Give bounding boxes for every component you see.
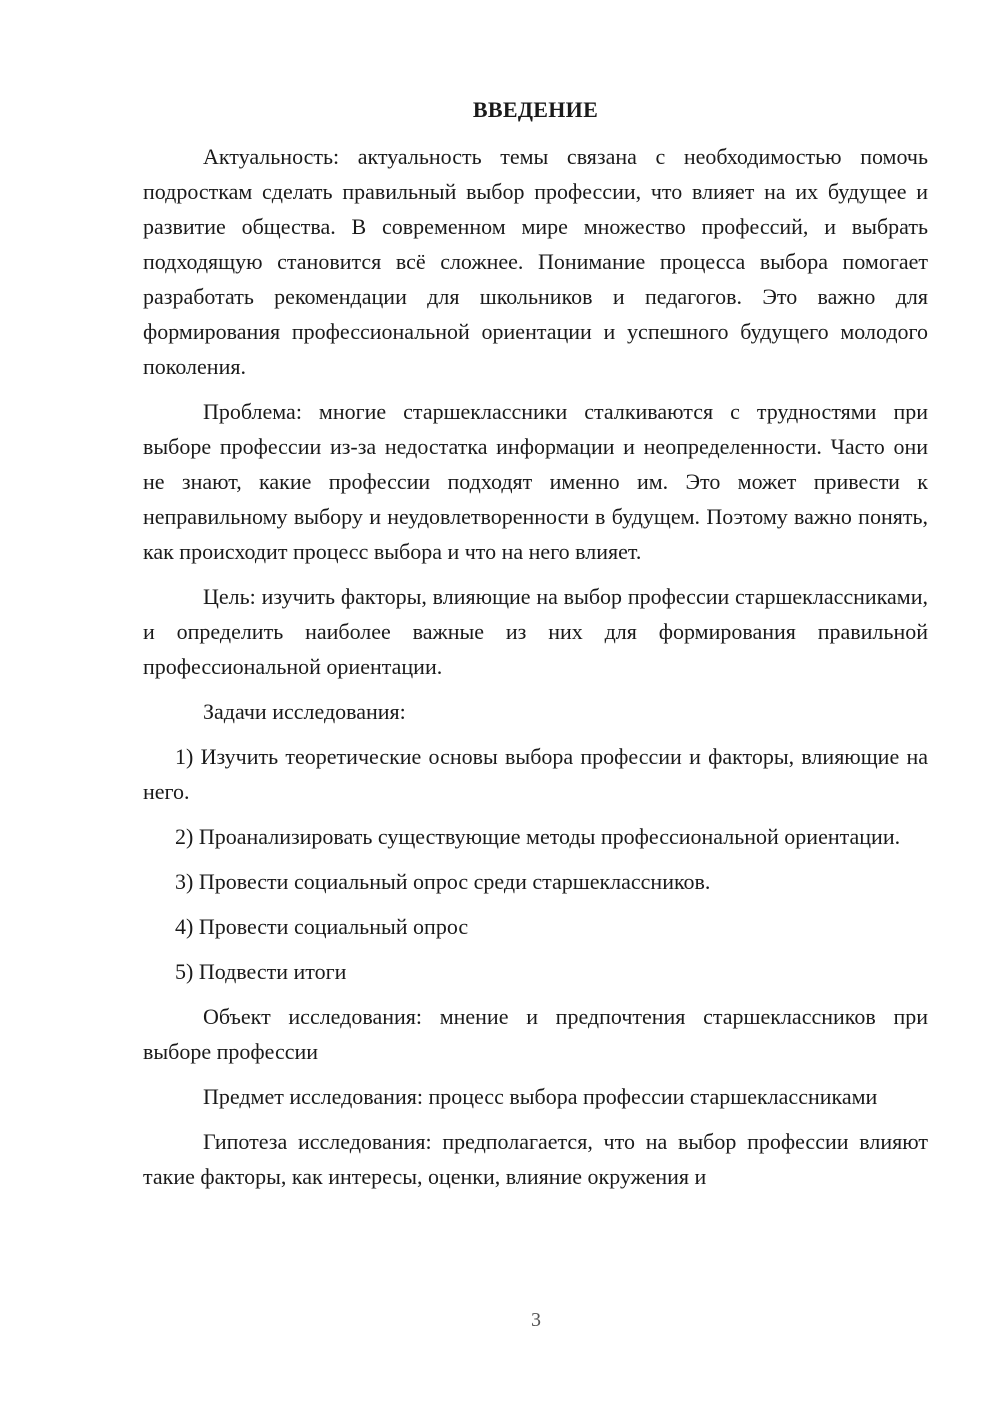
task-item-4: 4) Провести социальный опрос — [175, 914, 469, 939]
subject-paragraph: Предмет исследования: процесс выбора профессии старшеклассниками — [203, 1084, 878, 1109]
problem-paragraph: Проблема: многие старшеклассники сталкиваются с трудностями при выборе профессии из-за недостатка информации и неопределенности. Часто они не знают, какие профессии подходят именно им. Это может привести к неправильному выбору и неудовлетворенности в будущем. Поэтому важно понять, как происходит процесс выбора и что на него влияет. — [143, 399, 928, 564]
tasks-title: Задачи исследования: — [203, 699, 406, 724]
task-item-5: 5) Подвести итоги — [175, 959, 347, 984]
task-item-2: 2) Проанализировать существующие методы профессиональной ориентации. — [175, 824, 901, 849]
document-body — [143, 92, 928, 1204]
relevance-paragraph: Актуальность: актуальность темы связана с необходимостью помочь подросткам сделать правильный выбор профессии, что влияет на их будущее и развитие общества. В современном мире множество профессий, и выбрать подходящую становится всё сложнее. Понимание процесса выбора помогает разработать рекомендации для школьников и педагогов. Это важно для формирования профессиональной ориентации и успешного будущего молодого поколения. — [143, 144, 928, 379]
page-number: 3 — [531, 1309, 541, 1331]
hypothesis-paragraph: Гипотеза исследования: предполагается, что на выбор профессии влияют такие факторы, как интересы, оценки, влияние окружения и — [143, 1129, 928, 1189]
section-heading: ВВЕДЕНИЕ — [472, 97, 599, 122]
task-item-3: 3) Провести социальный опрос среди старшеклассников. — [175, 869, 711, 894]
goal-paragraph: Цель: изучить факторы, влияющие на выбор профессии старшеклассниками, и определить наиболее важные из них для формирования правильной профессиональной ориентации. — [143, 584, 928, 679]
object-paragraph: Объект исследования: мнение и предпочтения старшеклассников при выборе профессии — [143, 1004, 928, 1064]
task-item-1: 1) Изучить теоретические основы выбора профессии и факторы, влияющие на него. — [143, 744, 928, 804]
